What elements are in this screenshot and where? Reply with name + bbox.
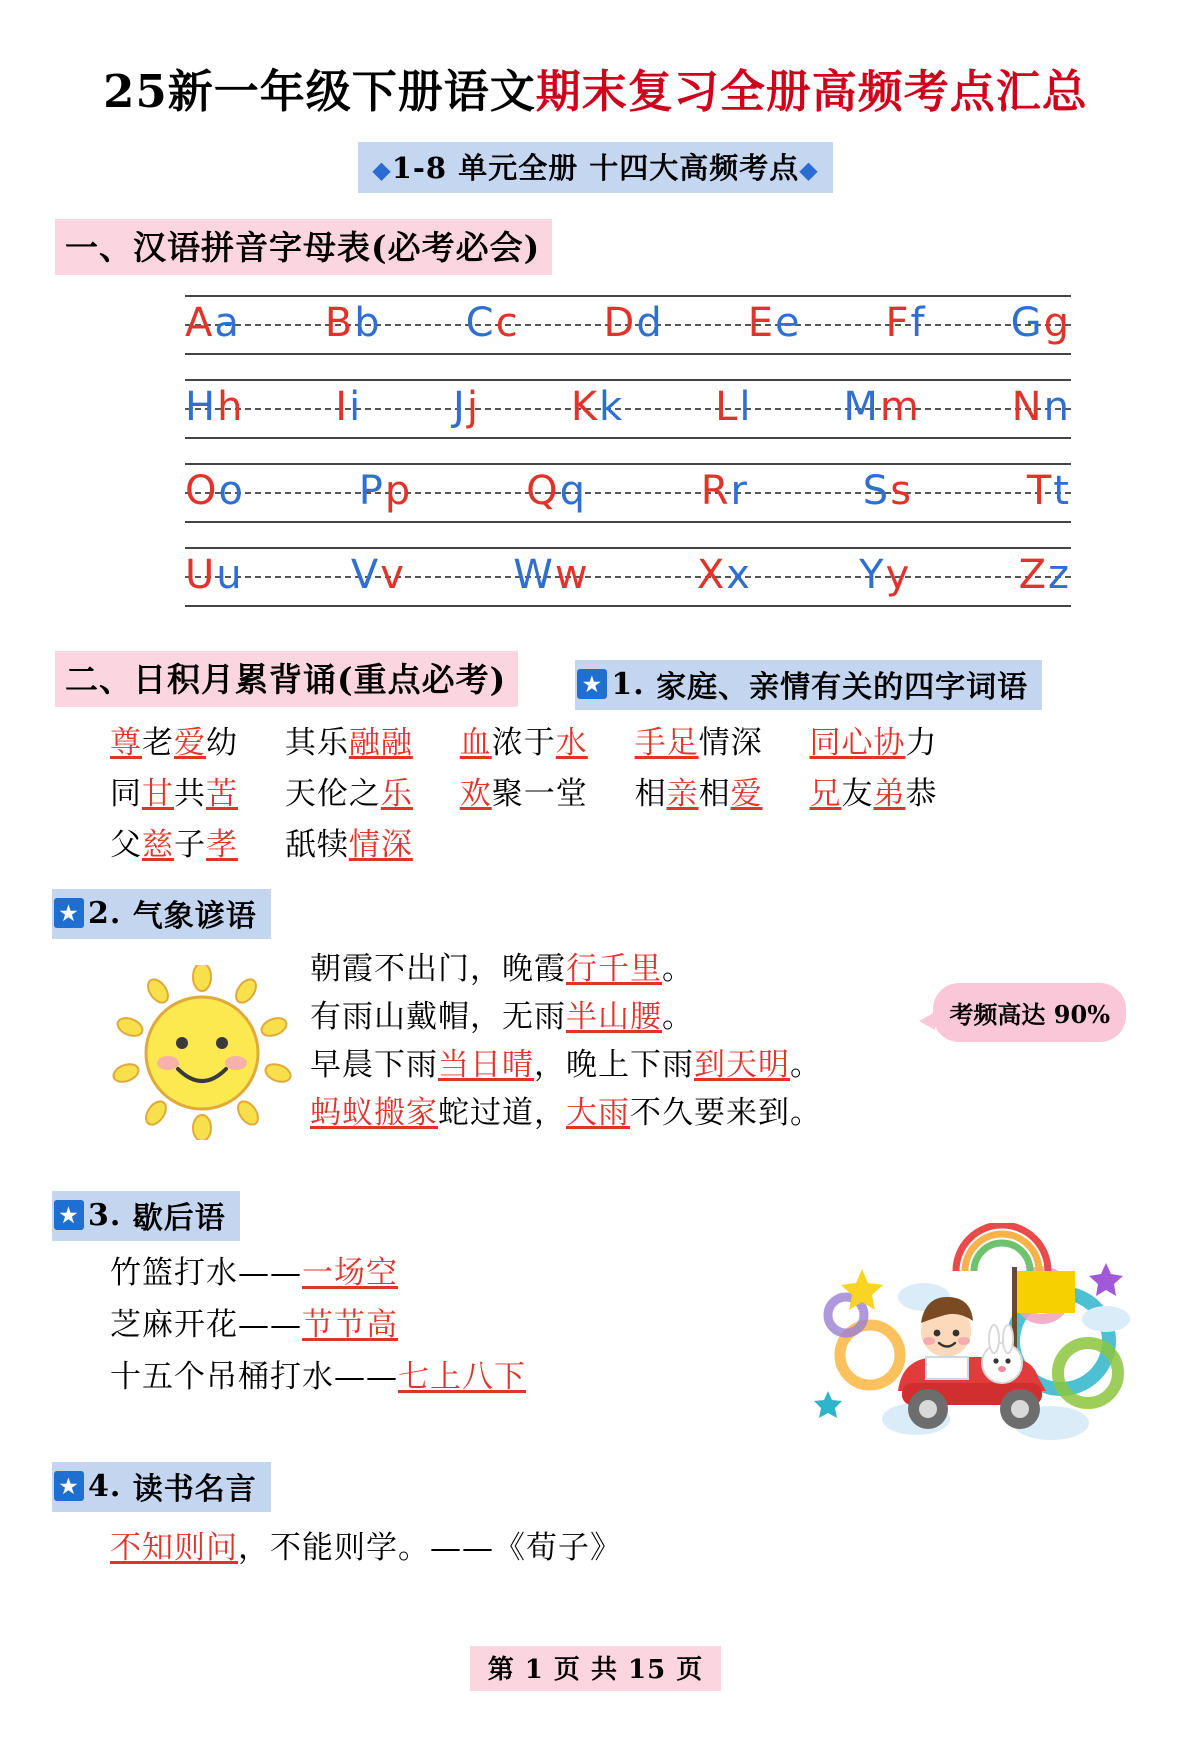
proverb-line: 蚂蚁搬家蛇过道，大雨不久要来到。 bbox=[310, 1095, 822, 1131]
item-label: 家庭、亲情有关的四字词语 bbox=[656, 670, 1029, 705]
word-row bbox=[110, 720, 1191, 766]
word-item: 手足情深 bbox=[634, 725, 763, 761]
word-item: 同甘共苦 bbox=[110, 776, 238, 812]
alphabet-letters bbox=[185, 369, 1071, 445]
word-item: 相亲相爱 bbox=[634, 776, 763, 812]
alphabet-letters bbox=[185, 453, 1071, 529]
letter-Xx: Xx bbox=[696, 552, 752, 598]
word-item: 舐犊情深 bbox=[284, 827, 413, 863]
letter-Uu: Uu bbox=[185, 552, 244, 598]
page-number: 第 1 页 共 15 页 bbox=[470, 1646, 722, 1691]
item-number: 2. bbox=[88, 895, 122, 931]
xiehouyu-line: 十五个吊桶打水——七上八下 bbox=[110, 1359, 526, 1395]
letter-Mm: Mm bbox=[843, 384, 921, 430]
letter-Ee: Ee bbox=[747, 300, 802, 346]
proverb-line: 早晨下雨当日晴，晚上下雨到天明。 bbox=[310, 1047, 822, 1083]
item-number: 4. bbox=[88, 1468, 122, 1504]
alphabet-row bbox=[60, 373, 1131, 445]
alphabet-letters bbox=[185, 285, 1071, 361]
alphabet-row bbox=[60, 289, 1131, 361]
diamond-left-icon: ◆ bbox=[372, 155, 392, 184]
section-heading-pinyin: 一、汉语拼音字母表(必考必会) bbox=[55, 219, 552, 275]
star-icon: ★ bbox=[54, 1200, 84, 1230]
section-heading-recitation: 二、日积月累背诵(重点必考) bbox=[55, 651, 518, 707]
page-title bbox=[0, 55, 1191, 120]
letter-Dd: Dd bbox=[603, 300, 664, 346]
proverb-line: 朝霞不出门，晚霞行千里。 bbox=[310, 951, 694, 987]
document-page bbox=[0, 55, 1191, 1739]
diamond-right-icon: ◆ bbox=[799, 155, 819, 184]
star-icon: ★ bbox=[54, 898, 84, 928]
letter-Ff: Ff bbox=[885, 300, 927, 346]
word-item: 血浓于水 bbox=[459, 725, 588, 761]
letter-Yy: Yy bbox=[859, 552, 912, 598]
letter-Ww: Ww bbox=[513, 552, 590, 598]
word-item: 欢聚一堂 bbox=[459, 776, 588, 812]
subtitle-text: 1-8 单元全册 十四大高频考点 bbox=[391, 151, 800, 185]
star-icon: ★ bbox=[577, 669, 607, 699]
item-number: 3. bbox=[88, 1197, 122, 1233]
item-label: 读书名言 bbox=[132, 1472, 257, 1507]
word-item: 尊老爱幼 bbox=[110, 725, 238, 761]
item-heading-weather-proverbs bbox=[52, 889, 271, 939]
letter-Oo: Oo bbox=[185, 468, 245, 514]
letter-Nn: Nn bbox=[1011, 384, 1071, 430]
xiehouyu-lines bbox=[110, 1247, 526, 1403]
letter-Tt: Tt bbox=[1026, 468, 1071, 514]
family-words-list bbox=[110, 720, 1191, 868]
quote-highlight: 不知则问 bbox=[110, 1530, 238, 1566]
letter-Jj: Jj bbox=[453, 384, 480, 430]
letter-Pp: Pp bbox=[358, 468, 413, 514]
xiehouyu-line: 竹篮打水——一场空 bbox=[110, 1255, 398, 1291]
quote-source: ——《荀子》 bbox=[430, 1530, 622, 1566]
word-item: 兄友弟恭 bbox=[809, 776, 938, 812]
quote-rest: ，不能则学。 bbox=[238, 1530, 430, 1566]
frequency-badge: 考频高达 90% bbox=[933, 983, 1126, 1042]
proverb-line: 有雨山戴帽，无雨半山腰。 bbox=[310, 999, 694, 1035]
letter-Ss: Ss bbox=[862, 468, 914, 514]
letter-Hh: Hh bbox=[185, 384, 245, 430]
word-row bbox=[110, 771, 1191, 817]
item-number: 1. bbox=[611, 666, 645, 702]
boy-in-car-illustration bbox=[806, 1223, 1136, 1453]
letter-Qq: Qq bbox=[526, 468, 587, 514]
weather-proverbs-block bbox=[0, 945, 1191, 1175]
sun-illustration bbox=[110, 965, 295, 1140]
subtitle-banner bbox=[358, 142, 833, 193]
word-item: 父慈子孝 bbox=[110, 827, 238, 863]
item-label: 气象谚语 bbox=[132, 899, 257, 934]
item-heading-reading-quote bbox=[52, 1462, 271, 1512]
word-item: 同心协力 bbox=[809, 725, 938, 761]
item-label: 歇后语 bbox=[132, 1201, 226, 1236]
pinyin-alphabet-chart bbox=[0, 289, 1191, 613]
xiehouyu-line: 芝麻开花——节节高 bbox=[110, 1307, 398, 1343]
title-red-part: 期末复习全册高频考点汇总 bbox=[535, 65, 1088, 118]
reading-quote-line bbox=[110, 1522, 1191, 1567]
word-row bbox=[110, 822, 1191, 868]
star-icon: ★ bbox=[54, 1471, 84, 1501]
letter-Ll: Ll bbox=[715, 384, 753, 430]
title-black-part: 25新一年级下册语文 bbox=[103, 65, 536, 118]
letter-Gg: Gg bbox=[1010, 300, 1071, 346]
letter-Kk: Kk bbox=[570, 384, 625, 430]
alphabet-row bbox=[60, 457, 1131, 529]
letter-Ii: Ii bbox=[335, 384, 363, 430]
word-item: 其乐融融 bbox=[284, 725, 413, 761]
letter-Bb: Bb bbox=[324, 300, 382, 346]
letter-Zz: Zz bbox=[1018, 552, 1071, 598]
alphabet-row bbox=[60, 541, 1131, 613]
xiehouyu-block bbox=[0, 1241, 1191, 1446]
word-item: 天伦之乐 bbox=[284, 776, 413, 812]
weather-proverb-lines bbox=[310, 945, 822, 1137]
letter-Rr: Rr bbox=[700, 468, 749, 514]
page-footer bbox=[0, 1646, 1191, 1691]
subtitle-row bbox=[0, 142, 1191, 193]
alphabet-letters bbox=[185, 537, 1071, 613]
item-heading-family-words bbox=[575, 660, 1042, 710]
letter-Vv: Vv bbox=[350, 552, 406, 598]
item-heading-xiehouyu bbox=[52, 1191, 240, 1241]
letter-Aa: Aa bbox=[185, 300, 241, 346]
letter-Cc: Cc bbox=[465, 300, 520, 346]
